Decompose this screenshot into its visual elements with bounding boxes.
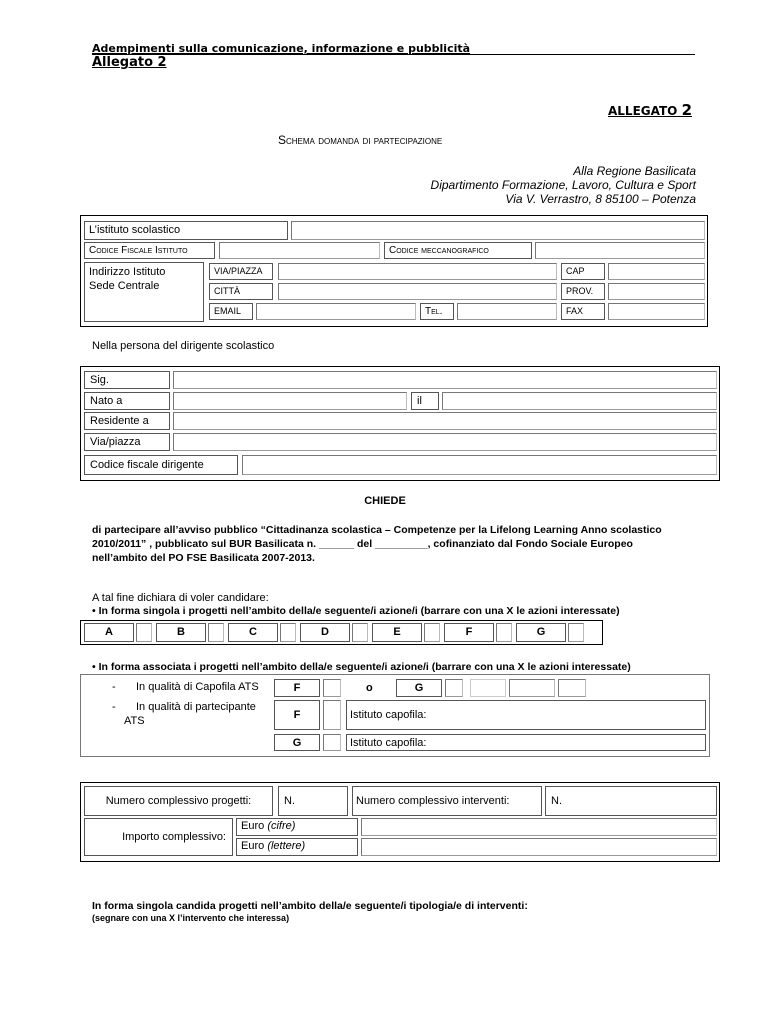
via-piazza-label: Via/piazza xyxy=(84,433,170,451)
ats-partecipante-f-checkbox[interactable] xyxy=(323,700,341,730)
ats-partecipante-g-label: G xyxy=(274,734,320,751)
recipient-block xyxy=(431,164,696,206)
prov-label: PROV. xyxy=(561,283,605,300)
euro-cifre-label: Euro (cifre) xyxy=(236,818,358,836)
bullet-forma-associata: • In forma associata i progetti nell’ambito della/e seguente/i azione/i (barrare con una X le azioni interessate) xyxy=(92,661,631,673)
tel-field[interactable] xyxy=(457,303,557,320)
ats-partecipante-g-checkbox[interactable] xyxy=(323,734,341,751)
running-header-allegato: Allegato 2 xyxy=(92,55,167,70)
codice-fiscale-field[interactable] xyxy=(219,242,380,259)
citta-field[interactable] xyxy=(278,283,557,300)
azione-label-a: A xyxy=(84,623,134,642)
request-paragraph xyxy=(92,523,697,565)
ats-or-label: o xyxy=(366,682,373,694)
ats-spare-field-1[interactable] xyxy=(470,679,506,697)
dirigente-intro: Nella persona del dirigente scolastico xyxy=(92,340,275,352)
via-field[interactable] xyxy=(278,263,557,280)
numero-progetti-field[interactable] xyxy=(278,786,348,816)
residente-field[interactable] xyxy=(173,412,717,430)
azione-label-f: F xyxy=(444,623,494,642)
il-field[interactable] xyxy=(442,392,717,410)
candidare-text: A tal fine dichiara di voler candidare: xyxy=(92,592,269,604)
request-line-2: 2010/2011” , pubblicato sul BUR Basilicata n. ______ del _________, cofinanziato dal Fondo Sociale Europeo xyxy=(92,538,633,550)
euro-lettere-field[interactable] xyxy=(361,838,717,856)
azione-checkbox-d[interactable] xyxy=(352,623,368,642)
indirizzo-label: Indirizzo Istituto xyxy=(89,266,166,278)
header-rule xyxy=(92,54,695,55)
cap-field[interactable] xyxy=(608,263,705,280)
istituto-field[interactable] xyxy=(291,221,705,240)
ats-dash-2: - xyxy=(112,701,116,713)
indirizzo-label-cell xyxy=(84,262,204,322)
azione-label-d: D xyxy=(300,623,350,642)
numero-interventi-field[interactable] xyxy=(545,786,717,816)
azione-checkbox-e[interactable] xyxy=(424,623,440,642)
numero-progetti-label: Numero complessivo progetti: xyxy=(84,786,273,816)
nato-field[interactable] xyxy=(173,392,407,410)
azione-label-e: E xyxy=(372,623,422,642)
ats-partecipante-f-label: F xyxy=(274,700,320,730)
chiede-heading: CHIEDE xyxy=(364,495,406,507)
azione-label-g: G xyxy=(516,623,566,642)
numero-interventi-n: N. xyxy=(551,795,562,807)
prov-field[interactable] xyxy=(608,283,705,300)
tel-label: Tel. xyxy=(420,303,454,320)
azione-checkbox-f[interactable] xyxy=(496,623,512,642)
importo-label: Importo complessivo: xyxy=(84,818,233,856)
istituto-capofila-label-f: Istituto capofila: xyxy=(350,709,427,721)
numero-progetti-n: N. xyxy=(284,795,295,807)
azione-label-c: C xyxy=(228,623,278,642)
via-label: VIA/PIAZZA xyxy=(209,263,273,280)
istituto-capofila-field-g[interactable] xyxy=(346,734,706,751)
recipient-line-2: Dipartimento Formazione, Lavoro, Cultura e Sport xyxy=(430,178,696,192)
footer-line-2: (segnare con una X l’intervento che interessa) xyxy=(92,913,290,923)
il-label: il xyxy=(411,392,439,410)
allegato-label: ALLEGATO 2 xyxy=(608,101,692,119)
ats-spare-field-2[interactable] xyxy=(509,679,555,697)
euro-lettere-label: Euro (lettere) xyxy=(236,838,358,856)
schema-title: Schema domanda di partecipazione xyxy=(278,133,443,147)
fax-field[interactable] xyxy=(608,303,705,320)
sede-label: Sede Centrale xyxy=(89,280,160,292)
istituto-label-cell: L’istituto scolastico xyxy=(84,221,288,240)
footer-line-1: In forma singola candida progetti nell’ambito della/e seguente/i tipologia/e di interventi: xyxy=(92,900,528,912)
ats-capofila-f-label: F xyxy=(274,679,320,697)
recipient-line-3: Via V. Verrastro, 8 85100 – Potenza xyxy=(505,192,696,206)
istituto-capofila-field-f[interactable] xyxy=(346,700,706,730)
capofila-label: In qualità di Capofila ATS xyxy=(136,681,259,693)
email-label: EMAIL xyxy=(209,303,253,320)
codice-meccanografico-field[interactable] xyxy=(535,242,705,259)
bullet-forma-singola: • In forma singola i progetti nell’ambito della/e seguente/i azione/i (barrare con una X le azioni interessate) xyxy=(92,605,620,617)
sig-label: Sig. xyxy=(84,371,170,389)
codice-fiscale-dirigente-field[interactable] xyxy=(242,455,717,475)
ats-capofila-f-checkbox[interactable] xyxy=(323,679,341,697)
codice-fiscale-label: Codice Fiscale Istituto xyxy=(84,242,215,259)
via-piazza-field[interactable] xyxy=(173,433,717,451)
fax-label: FAX xyxy=(561,303,605,320)
istituto-capofila-label-g: Istituto capofila: xyxy=(350,737,427,749)
request-line-3: nell’ambito del PO FSE Basilicata 2007-2013. xyxy=(92,552,315,564)
numero-interventi-label: Numero complessivo interventi: xyxy=(352,786,542,816)
azione-label-b: B xyxy=(156,623,206,642)
ats-spare-field-3[interactable] xyxy=(558,679,586,697)
ats-dash-1: - xyxy=(112,681,116,693)
cap-label: CAP xyxy=(561,263,605,280)
request-line-1: di partecipare all’avviso pubblico “Cittadinanza scolastica – Competenze per la Lifelong Learning Anno scolastico xyxy=(92,524,662,536)
azione-checkbox-c[interactable] xyxy=(280,623,296,642)
ats-capofila-g-checkbox[interactable] xyxy=(445,679,463,697)
azione-checkbox-a[interactable] xyxy=(136,623,152,642)
partecipante-label-2: ATS xyxy=(124,715,145,727)
citta-label: CITTÀ xyxy=(209,283,273,300)
azione-checkbox-b[interactable] xyxy=(208,623,224,642)
ats-capofila-g-label: G xyxy=(396,679,442,697)
euro-cifre-field[interactable] xyxy=(361,818,717,836)
recipient-line-1: Alla Regione Basilicata xyxy=(573,164,696,178)
residente-label: Residente a xyxy=(84,412,170,430)
running-header-title: Adempimenti sulla comunicazione, informazione e pubblicità xyxy=(92,42,471,55)
codice-meccanografico-label: Codice meccanografico xyxy=(384,242,532,259)
codice-fiscale-dirigente-label: Codice fiscale dirigente xyxy=(84,455,238,475)
email-field[interactable] xyxy=(256,303,416,320)
nato-label: Nato a xyxy=(84,392,170,410)
sig-field[interactable] xyxy=(173,371,717,389)
partecipante-label-1: In qualità di partecipante xyxy=(136,701,256,713)
azione-checkbox-g[interactable] xyxy=(568,623,584,642)
